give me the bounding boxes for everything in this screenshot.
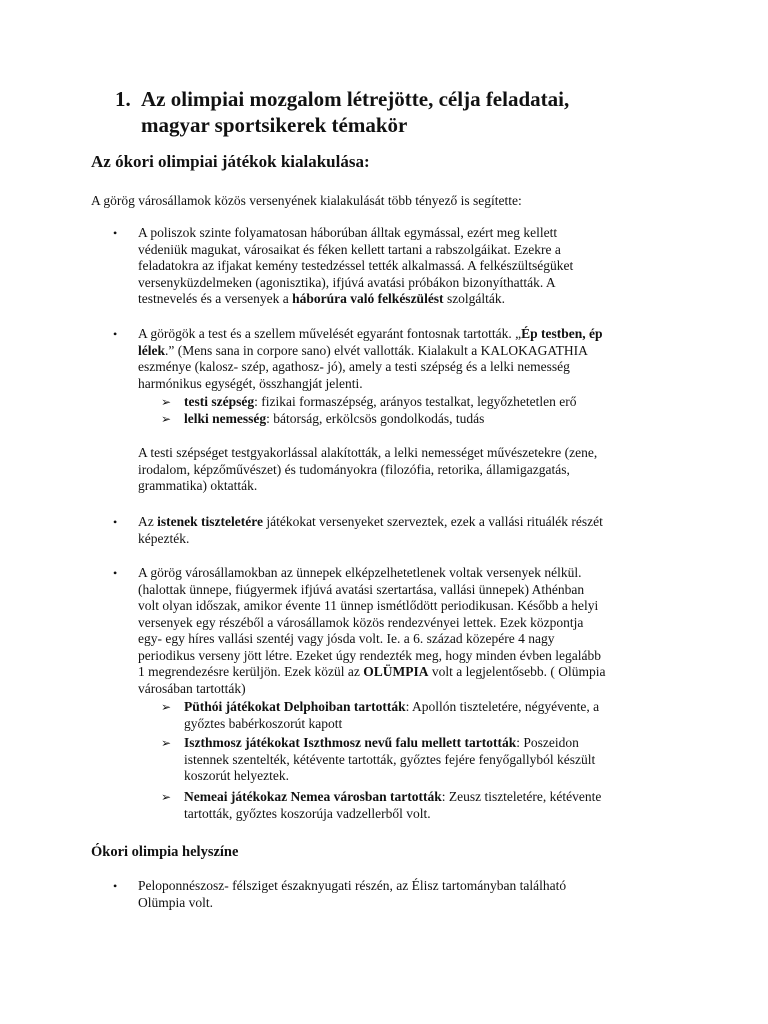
- arrow-bullet-icon: ➢: [161, 736, 172, 750]
- bullet-4-text: A görög városállamokban az ünnepek elképzelhetetlenek voltak versenyek nélkül. (halottak ünnepe, fiúgyermek ifjúvá avatási szertartása, vallási ünnepek) Athénban volt olyan időszak, amikor évente 11 ünnep ismétlődött periodikusan. Később a helyi versenyek egy részéből a városállamok közös rendezvényei lettek. Ezek központja egy- egy híres vallási szentéj vagy jósda volt. Ie. a 6. század közepére 4 nagy periodikus verseny jött létre. Ezeket úgy rendezték meg, hogy minden évben legalább 1 megrendezésre kerüljön. Ezek közül az OLÜMPIA volt a legjelentősebb. ( Olümpia városában tartották): [138, 565, 606, 696]
- bullet-1-text: A poliszok szinte folyamatosan háborúban álltak egymással, ezért meg kellett védeniük magukat, városaikat és féken kellett tartani a rabszolgáikat. Ezekre a feladatokra az ifjakat kemény testedzéssel tették alkalmassá. A felkészültségüket versenyküzdelmeken (agonisztika), ifjúvá avatási próbákon bizonyíthatták. A testnevelés és a versenyek a háborúra való felkészülést szolgálták.: [138, 225, 574, 306]
- subitem-iszthmosz-jatekok: Iszthmosz játékokat Iszthmosz nevű falu mellett tartották: Poszeidon istennek szentelték, kétévente tartották, győztes fejére fenyőgallyból készült koszorút helyeztek.: [184, 735, 596, 783]
- bullet-3-text: Az istenek tiszteletére játékokat versenyeket szerveztek, ezek a vallási rituálék részét képezték.: [138, 514, 603, 546]
- bullet-icon: •: [113, 226, 118, 240]
- subitem-puthoi-jatekok: Püthói játékokat Delphoiban tartották: Apollón tiszteletére, négyévente, a győztes babérkoszorút kapott: [184, 699, 600, 731]
- arrow-bullet-icon: ➢: [161, 395, 172, 409]
- arrow-bullet-icon: ➢: [161, 700, 172, 714]
- section-heading-ancient-games: Az ókori olimpiai játékok kialakulása:: [91, 152, 370, 171]
- bullet-icon: •: [113, 566, 118, 580]
- subitem-testi-szepseg: testi szépség: fizikai formaszépség, arányos testalkat, legyőzhetetlen erő: [184, 394, 577, 409]
- section-heading-olympia-location: Ókori olimpia helyszíne: [91, 844, 239, 860]
- title-line-2: magyar sportsikerek témakör: [141, 113, 408, 137]
- subitem-lelki-nemesseg: lelki nemesség: bátorság, erkölcsös gondolkodás, tudás: [184, 411, 485, 426]
- bullet-5-text: Peloponnészosz- félsziget északnyugati részén, az Élisz tartományban található Olümpia volt.: [138, 878, 567, 910]
- bullet-2-paragraph: A testi szépséget testgyakorlással alakították, a lelki nemességet művészetekre (zene, irodalom, képzőművészet) és tudományokra (filozófia, retorika, államigazgatás, grammatika) oktatták.: [138, 445, 598, 493]
- bullet-icon: •: [113, 327, 118, 341]
- bullet-2-text: A görögök a test és a szellem művelését egyaránt fontosnak tartották. „Ép testben, ép lélek.” (Mens sana in corpore sano) elvét vallották. Kialakult a KALOKAGATHIA eszménye (kalosz- szép, agathosz- jó), amely a testi szépség és a lelki nemesség harmónikus egységét, összhangját jelenti.: [138, 326, 603, 391]
- intro-paragraph: A görög városállamok közös versenyének kialakulását több tényező is segítette:: [91, 193, 522, 208]
- subitem-nemeai-jatekok: Nemeai játékokaz Nemea városban tartották: Zeusz tiszteletére, kétévente tartották, győztes koszorúja vadzellerből volt.: [184, 789, 602, 821]
- bullet-icon: •: [113, 879, 118, 893]
- arrow-bullet-icon: ➢: [161, 412, 172, 426]
- arrow-bullet-icon: ➢: [161, 790, 172, 804]
- title-line-1: Az olimpiai mozgalom létrejötte, célja feladatai,: [141, 87, 570, 111]
- title-number: 1.: [115, 87, 131, 111]
- bullet-icon: •: [113, 515, 118, 529]
